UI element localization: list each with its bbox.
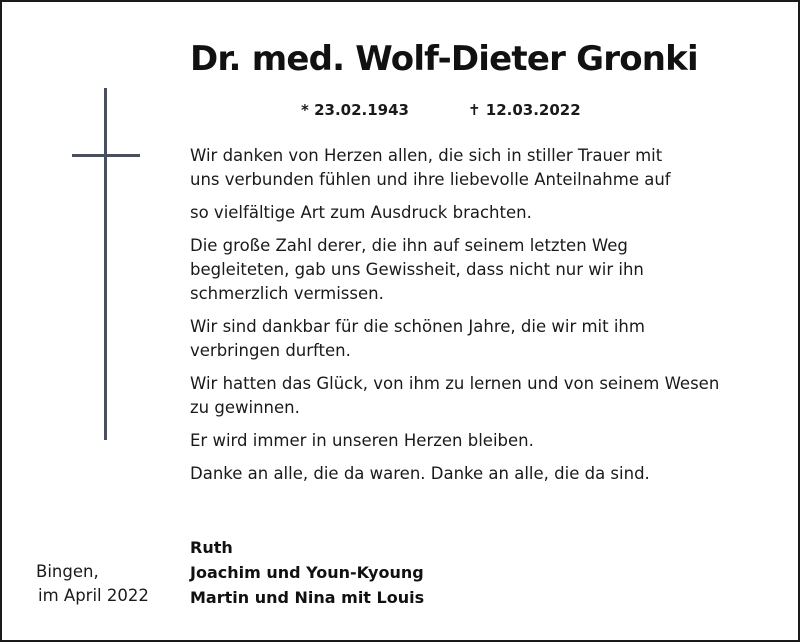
cross-vertical-bar bbox=[104, 88, 107, 440]
place-and-date bbox=[36, 560, 149, 608]
birth-date: * 23.02.1943 bbox=[301, 101, 409, 119]
paragraph bbox=[190, 462, 780, 486]
text-line: Wir danken von Herzen allen, die sich in stiller Trauer mit bbox=[190, 146, 663, 165]
text-line: Die große Zahl derer, die ihn auf seinem letzten Weg bbox=[190, 236, 628, 255]
text-line: Er wird immer in unseren Herzen bleiben. bbox=[190, 431, 534, 450]
paragraph bbox=[190, 144, 780, 192]
paragraph bbox=[190, 429, 780, 453]
signature-line: Ruth bbox=[190, 538, 233, 557]
signatures bbox=[190, 535, 424, 610]
signature-line: Joachim und Youn-Kyoung bbox=[190, 563, 424, 582]
paragraph bbox=[190, 315, 780, 363]
cross-horizontal-bar bbox=[72, 154, 140, 157]
text-line: Wir hatten das Glück, von ihm zu lernen und von seinem Wesen bbox=[190, 374, 720, 393]
paragraph bbox=[190, 234, 780, 306]
death-date: ✝ 12.03.2022 bbox=[468, 101, 581, 119]
signature-line: Martin und Nina mit Louis bbox=[190, 588, 425, 607]
text-line: schmerzlich vermissen. bbox=[190, 284, 384, 303]
date-line: im April 2022 bbox=[38, 586, 149, 605]
text-line: Danke an alle, die da waren. Danke an alle, die da sind. bbox=[190, 464, 650, 483]
text-line: so vielfältige Art zum Ausdruck brachten. bbox=[190, 203, 532, 222]
text-line: begleiteten, gab uns Gewissheit, dass nicht nur wir ihn bbox=[190, 260, 644, 279]
paragraph bbox=[190, 372, 780, 420]
text-line: Wir sind dankbar für die schönen Jahre, die wir mit ihm bbox=[190, 317, 645, 336]
location-line: Bingen, bbox=[36, 562, 99, 581]
deceased-name: Dr. med. Wolf-Dieter Gronki bbox=[190, 39, 698, 79]
notice-body bbox=[190, 144, 780, 495]
text-line: uns verbunden fühlen und ihre liebevolle Anteilnahme auf bbox=[190, 170, 671, 189]
text-line: zu gewinnen. bbox=[190, 398, 300, 417]
text-line: verbringen durften. bbox=[190, 341, 351, 360]
paragraph bbox=[190, 201, 780, 225]
